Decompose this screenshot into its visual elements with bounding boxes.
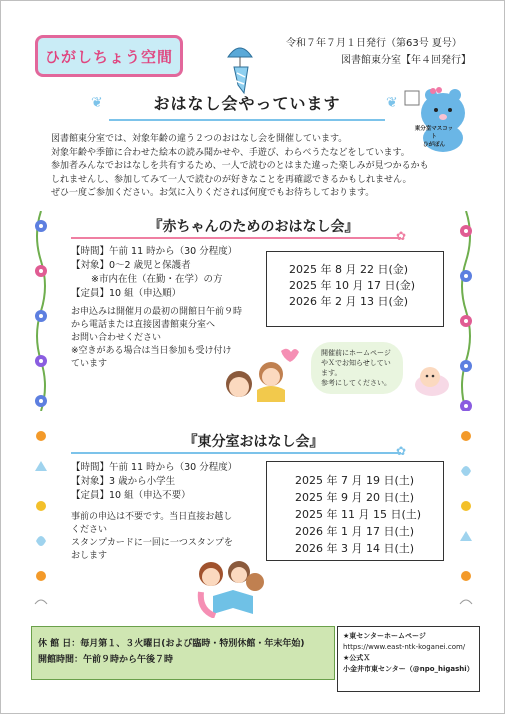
bow-icon: ✿: [396, 444, 407, 458]
leaf-icon: ❦: [91, 95, 103, 111]
page-title: おはなし会やっています: [109, 91, 385, 121]
intro-line: 対象年齢や季節に合わせた絵本の読み聞かせや、手遊び、わらべうたなどをしています。: [51, 147, 410, 158]
section2-date: 2026 年 3 月 14 日(土): [295, 542, 415, 555]
hours-box: [31, 626, 335, 680]
contact-box: [337, 626, 480, 692]
homepage-url[interactable]: https://www.east-ntk-koganei.com/: [343, 643, 466, 651]
section1-info: [71, 245, 237, 301]
x-account[interactable]: 小金井市東センター（@npo_higashi）: [343, 665, 474, 673]
morning-glory-vine-left: [31, 211, 51, 411]
section1-dates-box: [266, 251, 444, 327]
section2-target: 【対象】3 歳から小学生: [71, 476, 176, 487]
baby-illustration: [413, 363, 451, 397]
section2-date: 2025 年 7 月 19 日(土): [295, 474, 415, 487]
section2-title: 『東分室おはなし会』: [183, 434, 324, 450]
section2-notes: 事前の申込は不要です。当日直接お越し ください スタンプカードに一回に一つスタンプを おします: [71, 512, 233, 561]
section1-target: 【対象】0～2 歳児と保護者: [71, 260, 191, 271]
issue-info: [286, 35, 471, 69]
section1-capacity: 【定員】10 組（申込順）: [71, 288, 182, 299]
section1-apply: お申込みは開催月の最初の開館日午前９時 から電話または直接図書館東分室へ お問い合わせください ※空きがある場合は当日参加も受け付け ています: [71, 307, 243, 369]
section2-date: 2025 年 11 月 15 日(土): [295, 508, 422, 521]
info-bubble: 開催前にホームページ やＸでお知らせしてい ます。 参考にしてください。: [311, 342, 403, 394]
section1-date: 2025 年 8 月 22 日(金): [289, 263, 409, 276]
intro-line: しれませんし、参加してみて一人で読むのが好きなことを再確認できるかもしれません。: [51, 174, 412, 185]
logo-text: ひがしちょう空間: [44, 47, 173, 66]
section2-info: [71, 461, 237, 503]
section2-ribbon: [71, 452, 401, 454]
reading-children-illustration: [191, 556, 271, 618]
section2-date: 2025 年 9 月 20 日(土): [295, 491, 415, 504]
intro-line: 参加者みんなでおはなしを共有するため、一人で読むのとはまた違った楽しみが見つかるかも: [51, 161, 429, 172]
newsletter-logo: [35, 35, 183, 77]
morning-glory-vine-right: [456, 211, 476, 411]
bow-icon: ✿: [396, 229, 407, 243]
closed-days: 休 館 日：毎月第１、３火曜日(および臨時・特別休館・年末年始): [38, 639, 305, 649]
homepage-label: ★東センターホームページ: [343, 632, 426, 640]
mascot-label: 東分室マスコット ひがぽん: [414, 126, 454, 148]
x-label: ★公式Ｘ: [343, 654, 371, 662]
section1-date: 2026 年 2 月 13 日(金): [289, 295, 409, 308]
section1-target-note: ※市内在住（在勤・在学）の方: [91, 274, 223, 285]
section1-time: 【時間】午前 11 時から（30 分程度）: [71, 246, 238, 257]
section1-title: 『赤ちゃんのためのおはなし会』: [148, 219, 359, 235]
sea-creatures-right: [456, 426, 476, 611]
intro-line: ぜひ一度ご参加ください。お気に入りくだされば何度でもお待ちしております。: [51, 188, 375, 199]
opening-hours: 開館時間：午前９時から午後７時: [38, 655, 174, 665]
section2-date: 2026 年 1 月 17 日(土): [295, 525, 415, 538]
section1-ribbon: [71, 237, 401, 239]
intro-text: [51, 133, 471, 201]
leaf-icon: ❦: [386, 95, 398, 111]
section2-dates-box: [266, 461, 444, 561]
children-illustration: [221, 346, 301, 406]
section1-date: 2025 年 10 月 17 日(金): [289, 279, 416, 292]
issue-publisher: 図書館東分室【年４回発行】: [341, 55, 471, 66]
issue-date: 令和７年７月１日発行（第63号 夏号）: [286, 38, 462, 49]
section2-time: 【時間】午前 11 時から（30 分程度）: [71, 462, 238, 473]
sea-creatures-left: [31, 426, 51, 611]
intro-line: 図書館東分室では、対象年齢の違う２つのおはなし会を開催しています。: [51, 134, 348, 144]
wind-chime-icon: [218, 37, 262, 97]
section2-capacity: 【定員】10 組（申込不要）: [71, 490, 191, 501]
